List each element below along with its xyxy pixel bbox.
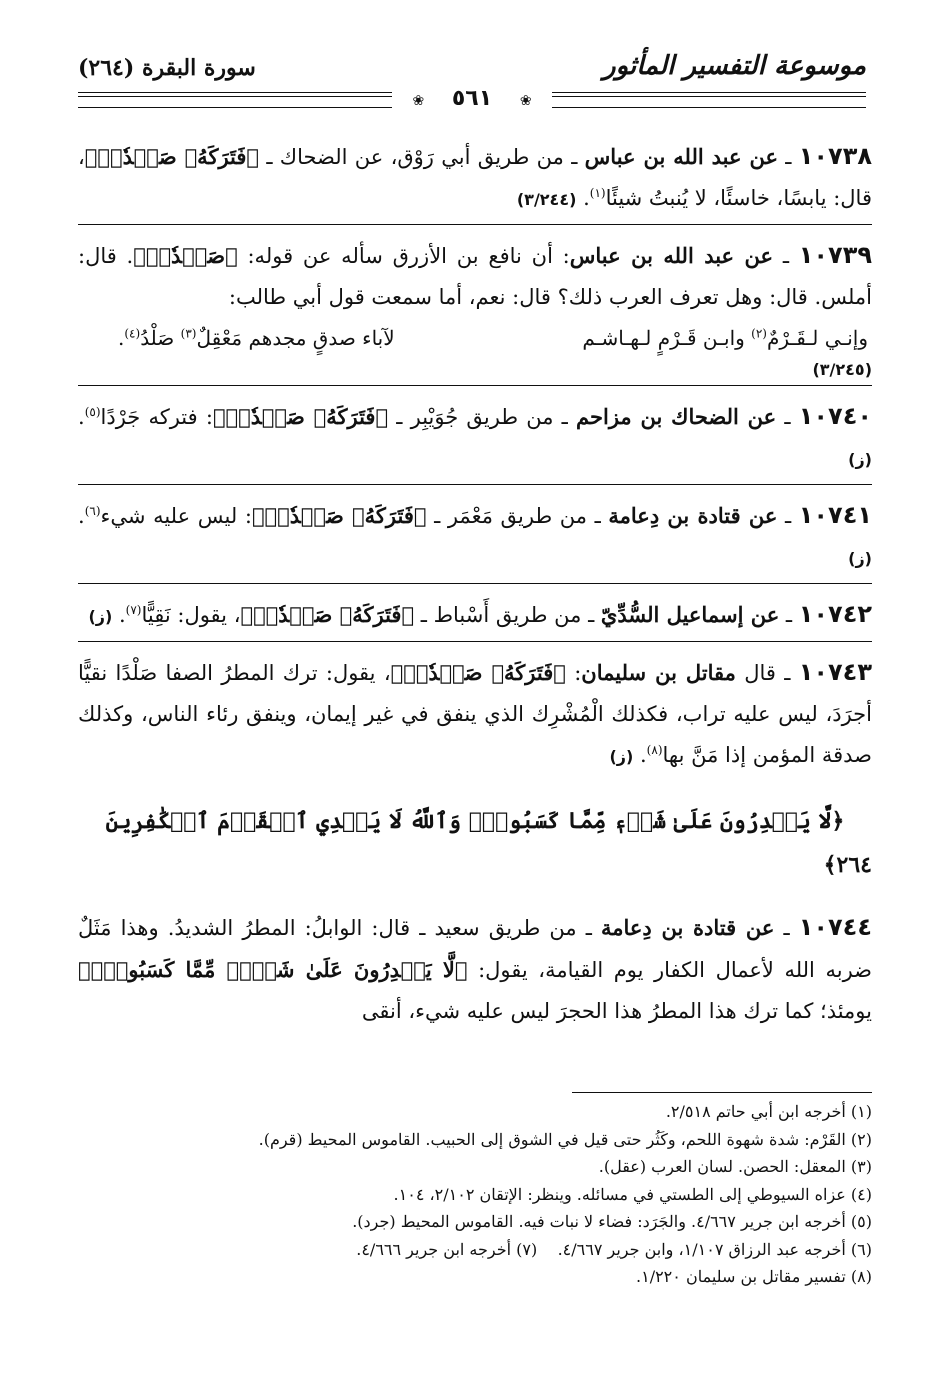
surah-title: سورة البقرة (٢٦٤) xyxy=(78,55,256,81)
entry-dash: ـ xyxy=(776,405,799,429)
footnote: (٦) أخرجه عبد الرزاق ١/١٠٧، وابن جرير ٤/٦٦٧. (٧) أخرجه ابن جرير ٤/٦٦٦. xyxy=(356,1239,872,1259)
entry-number: ١٠٧٤٠ xyxy=(798,402,872,430)
entry-dash: ـ xyxy=(773,244,799,268)
entry-separator xyxy=(78,583,872,584)
footnotes xyxy=(78,1098,872,1291)
entry-chain: ـ من طريق سعيد ـ قال: الوابلُ: المطرُ الشديدُ. وهذا مَثَلٌ ضربه الله لأعمال الكفار يوم القيامة، يقول: xyxy=(78,916,872,982)
footnote-ref[interactable]: (٤) xyxy=(124,326,141,341)
volume-citation: (ز) xyxy=(848,549,872,568)
page-number: ٥٦١ xyxy=(442,86,502,111)
entry-text: : فتركه جَرْدًا xyxy=(100,405,213,429)
ornament-icon: ❀ xyxy=(402,93,434,109)
entry xyxy=(78,652,872,777)
volume-citation: (٣/٢٤٥) xyxy=(812,360,872,379)
footnote: (٨) تفسير مقاتل بن سليمان ١/٢٢٠. xyxy=(636,1267,872,1286)
narrator: مقاتل بن سليمان xyxy=(581,660,736,685)
entry-dash: ـ xyxy=(777,504,799,528)
entry-end: . xyxy=(633,743,647,767)
entry-text: ، قال: يابسًا، خاسئًا، لا يُنبتُ شيئًا xyxy=(78,145,872,210)
entry xyxy=(78,396,872,480)
narrator: عن عبد الله بن عباس xyxy=(584,144,778,169)
entry-number: ١٠٧٣٨ xyxy=(798,142,872,170)
entry-number: ١٠٧٤٤ xyxy=(798,913,872,941)
quran-quote: ﴿صَلۡدٗاۖ﴾ xyxy=(133,243,238,268)
footnote-ref[interactable]: (٣) xyxy=(180,326,197,341)
footnote-ref[interactable]: (٨) xyxy=(646,743,663,757)
poem-text: وابـن قَـرْمٍ لـهـاشـم xyxy=(582,326,752,350)
quran-quote: ﴿لَّا يَقۡدِرُونَ عَلَىٰ شَيۡءٖ مِّمَّا كَسَبُواْۗ﴾ xyxy=(78,957,468,982)
entry-number: ١٠٧٤١ xyxy=(798,501,872,529)
entry-separator xyxy=(78,641,872,642)
entry-dash: ـ xyxy=(774,916,799,940)
quran-quote: ﴿فَتَرَكَهُۥ صَلۡدٗاۖ﴾ xyxy=(240,602,415,627)
entry-number: ١٠٧٤٣ xyxy=(798,658,872,686)
poem-hemistich-left xyxy=(118,318,395,359)
quran-quote: ﴿فَتَرَكَهُۥ صَلۡدٗاۖ﴾ xyxy=(390,660,566,685)
ornament-icon: ❀ xyxy=(510,93,542,109)
entry xyxy=(78,495,872,579)
entry-end: . xyxy=(112,603,126,627)
quran-verse-heading: ﴿لَّا يَقۡدِرُونَ عَلَىٰ شَيۡءٖ مِّمَّا كَسَبُواْۗ وَٱللَّهُ لَا يَهۡدِي ٱلۡقَوۡمَ ٱلۡكَٰفِرِينَ ٢٦٤﴾ xyxy=(105,808,872,878)
footnote-ref[interactable]: (٧) xyxy=(125,603,142,617)
footnote: (٢) القَرْم: شدة شهوة اللحم، وكَثُر حتى قيل في الشوق إلى الحبيب. القاموس المحيط (قرم). xyxy=(258,1129,872,1149)
narrator: عن قتادة بن دِعامة xyxy=(608,503,778,528)
volume-citation: (ز) xyxy=(609,747,634,766)
entry-number: ١٠٧٤٢ xyxy=(798,600,872,628)
entry-chain: ـ من طريق جُوَيْبِر ـ xyxy=(388,405,577,429)
quran-quote: ﴿فَتَرَكَهُۥ صَلۡدٗاۖ﴾ xyxy=(84,144,260,169)
book-title: موسوعة التفسير المأثور xyxy=(603,51,866,81)
entry-chain: ـ من طريق أَسْباط ـ xyxy=(414,603,601,627)
quran-quote: ﴿فَتَرَكَهُۥ صَلۡدٗاۖ﴾ xyxy=(212,404,389,429)
entry xyxy=(78,136,872,220)
footnote: (٣) المعقل: الحصن. لسان العرب (عقل). xyxy=(598,1157,872,1176)
poem-text: لآباء صدقٍ مجدهم مَعْقِلٌ xyxy=(196,326,395,350)
footnote-ref[interactable]: (٦) xyxy=(84,504,101,518)
entry xyxy=(78,235,872,318)
footnote-rule xyxy=(572,1092,872,1093)
narrator: عن الضحاك بن مزاحم xyxy=(576,404,777,429)
footnote: (٤) عزاه السيوطي إلى الطستي في مسائله. وينظر: الإتقان ٢/١٠٢، ١٠٤. xyxy=(393,1184,872,1204)
entry-dash: ـ قال xyxy=(735,661,799,685)
entry-chain: : xyxy=(565,661,582,685)
entry-text: يومئذ؛ كما ترك هذا المطرُ هذا الحجرَ ليس عليه شيء، أنقى xyxy=(361,999,872,1023)
volume-citation: (ز) xyxy=(88,607,113,626)
entry-separator xyxy=(78,224,872,225)
entry-text: : ليس عليه شيء xyxy=(100,504,252,528)
footnote-ref[interactable]: (٢) xyxy=(751,326,767,341)
poem-verse xyxy=(78,318,872,359)
entry xyxy=(78,594,872,637)
entry-text: ، يقول: ترك المطرُ الصفا صَلْدًا نقيًّا أجرَدَ، ليس عليه تراب، فكذلك الْمُشْرِك الذي ينفق في غير إيمان، وينفق رئاء الناس، وكذلك صدقة المؤمن إذا مَنَّ بها xyxy=(78,661,872,767)
entry-text: . قال: أملس. قال: وهل تعرف العرب ذلك؟ قال: نعم، أما سمعت قول أبي طالب: xyxy=(78,244,872,309)
entry-number: ١٠٧٣٩ xyxy=(798,241,872,269)
page-number-box xyxy=(0,86,944,111)
poem-hemistich-right xyxy=(582,318,868,359)
entry-dash: ـ xyxy=(779,603,799,627)
narrator: عن قتادة بن دِعامة xyxy=(600,915,775,940)
entry-separator xyxy=(78,484,872,485)
narrator: عن إسماعيل السُّدِّيّ xyxy=(600,602,780,627)
entry-end: . xyxy=(78,504,85,528)
volume-citation: (٣/٢٤٤) xyxy=(516,190,577,209)
poem-text: صَلْدُ xyxy=(140,326,181,350)
entry-end: . xyxy=(576,186,590,210)
poem-text: وإنـي لـقَـرْمٌ xyxy=(766,326,868,350)
entry-separator xyxy=(78,385,872,386)
main-text xyxy=(78,136,872,1032)
entry-end: . xyxy=(78,405,85,429)
narrator: عن عبد الله بن عباس xyxy=(569,243,774,268)
entry-dash: ـ xyxy=(778,145,799,169)
entry xyxy=(78,907,872,1032)
volume-citation: (ز) xyxy=(848,450,872,469)
entry-chain: ـ من طريق أبي رَوْق، عن الضحاك ـ xyxy=(259,145,585,169)
entry-text: ، يقول: نَقِيًّا xyxy=(141,603,241,627)
footnote: (٥) أخرجه ابن جرير ٤/٦٦٧. والجَرَد: فضاء لا نبات فيه. القاموس المحيط (جرد). xyxy=(352,1212,872,1231)
entry-chain: : أن نافع بن الأزرق سأله عن قوله: xyxy=(237,244,570,268)
footnote: (١) أخرجه ابن أبي حاتم ٢/٥١٨. xyxy=(665,1102,872,1121)
quran-quote: ﴿فَتَرَكَهُۥ صَلۡدٗاۖ﴾ xyxy=(251,503,427,528)
footnote-ref[interactable]: (١) xyxy=(589,186,606,200)
entry-chain: ـ من طريق مَعْمَر ـ xyxy=(426,504,609,528)
footnote-ref[interactable]: (٥) xyxy=(84,405,101,419)
poem-text: . xyxy=(118,326,125,350)
